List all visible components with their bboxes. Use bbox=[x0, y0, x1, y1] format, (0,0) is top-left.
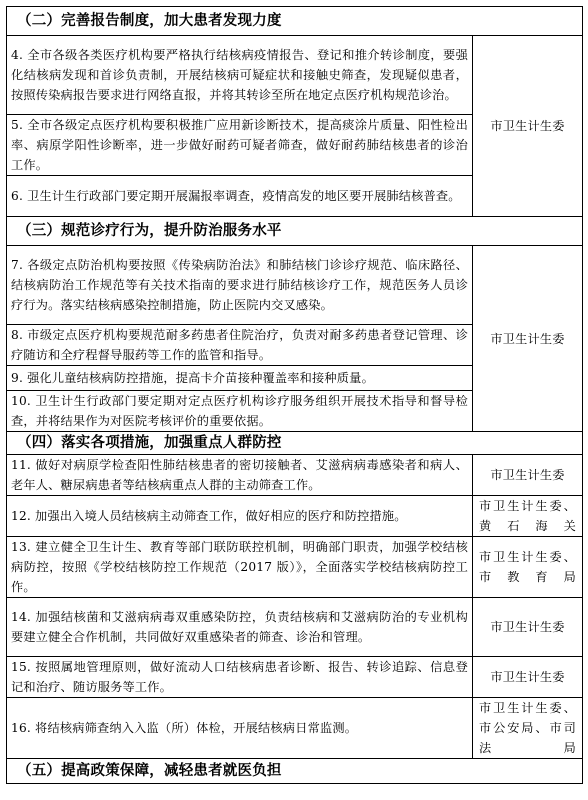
responsible-dept-13: 市卫生计生委、市教育局 bbox=[473, 537, 583, 598]
table-row bbox=[7, 36, 583, 115]
table-row bbox=[7, 698, 583, 759]
responsible-dept-11: 市卫生计生委 bbox=[473, 455, 583, 496]
task-item-10: 10. 卫生计生行政部门要定期对定点医疗机构诊疗服务组织开展技术指导和督导检查，并将结果作为对医院考核评价的重要依据。 bbox=[7, 391, 473, 432]
table-row bbox=[7, 496, 583, 537]
task-item-16: 16. 将结核病筛查纳入入监（所）体检，开展结核病日常监测。 bbox=[7, 698, 473, 759]
responsible-dept-4-6: 市卫生计生委 bbox=[473, 36, 583, 217]
table-row bbox=[7, 598, 583, 657]
section-heading-4: （四）落实各项措施，加强重点人群防控 bbox=[7, 432, 583, 455]
table-row bbox=[7, 246, 583, 325]
task-item-8: 8. 市级定点医疗机构要规范耐多药患者住院治疗，负责对耐多药患者登记管理、诊疗随访和全疗程督导服药等工作的监管和指导。 bbox=[7, 325, 473, 366]
table-row bbox=[7, 657, 583, 698]
responsible-dept-12: 市卫生计生委、黄石海关 bbox=[473, 496, 583, 537]
section-heading-3: （三）规范诊疗行为，提升防治服务水平 bbox=[7, 217, 583, 246]
table-row bbox=[7, 537, 583, 598]
task-item-5: 5. 全市各级定点医疗机构要积极推广应用新诊断技术，提高痰涂片质量、阳性检出率、病原学阳性诊断率，进一步做好耐药可疑者筛查，做好耐药肺结核患者的诊治工作。 bbox=[7, 115, 473, 176]
task-item-7: 7. 各级定点防治机构要按照《传染病防治法》和肺结核门诊诊疗规范、临床路径、结核病防治工作规范等有关技术指南的要求进行肺结核诊疗工作，规范医务人员诊疗行为。落实结核病感染控制措施，防止医院内交叉感染。 bbox=[7, 246, 473, 325]
section-row bbox=[7, 759, 583, 784]
task-item-13: 13. 建立健全卫生计生、教育等部门联防联控机制，明确部门职责，加强学校结核病防控，按照《学校结核防控工作规范（2017 版）》，全面落实学校结核病防控工作。 bbox=[7, 537, 473, 598]
responsibility-table bbox=[6, 6, 583, 784]
responsible-dept-7-10: 市卫生计生委 bbox=[473, 246, 583, 432]
task-item-4: 4. 全市各级各类医疗机构要严格执行结核病疫情报告、登记和推介转诊制度，要强化结核病发现和首诊负责制，开展结核病可疑症状和接触史筛查，发现疑似患者，按照传染病报告要求进行网络直报，并将其转诊至所在地定点医疗机构规范诊治。 bbox=[7, 36, 473, 115]
responsible-dept-15: 市卫生计生委 bbox=[473, 657, 583, 698]
responsible-dept-16: 市卫生计生委、市公安局、市司法局 bbox=[473, 698, 583, 759]
section-row bbox=[7, 432, 583, 455]
section-heading-2: （二）完善报告制度，加大患者发现力度 bbox=[7, 7, 583, 36]
section-heading-5: （五）提高政策保障，减轻患者就医负担 bbox=[7, 759, 583, 784]
table-row bbox=[7, 455, 583, 496]
section-row bbox=[7, 217, 583, 246]
task-item-15: 15. 按照属地管理原则，做好流动人口结核病患者诊断、报告、转诊追踪、信息登记和治疗、随访服务等工作。 bbox=[7, 657, 473, 698]
responsible-dept-14: 市卫生计生委 bbox=[473, 598, 583, 657]
task-item-12: 12. 加强出入境人员结核病主动筛查工作，做好相应的医疗和防控措施。 bbox=[7, 496, 473, 537]
task-item-9: 9. 强化儿童结核病防控措施，提高卡介苗接种覆盖率和接种质量。 bbox=[7, 366, 473, 391]
task-item-14: 14. 加强结核菌和艾滋病病毒双重感染防控，负责结核病和艾滋病防治的专业机构要建立健全合作机制，共同做好双重感染者的筛查、诊治和管理。 bbox=[7, 598, 473, 657]
task-item-6: 6. 卫生计生行政部门要定期开展漏报率调查，疫情高发的地区要开展肺结核普查。 bbox=[7, 176, 473, 217]
section-row bbox=[7, 7, 583, 36]
task-item-11: 11. 做好对病原学检查阳性肺结核患者的密切接触者、艾滋病病毒感染者和病人、老年人、糖尿病患者等结核病重点人群的主动筛查工作。 bbox=[7, 455, 473, 496]
